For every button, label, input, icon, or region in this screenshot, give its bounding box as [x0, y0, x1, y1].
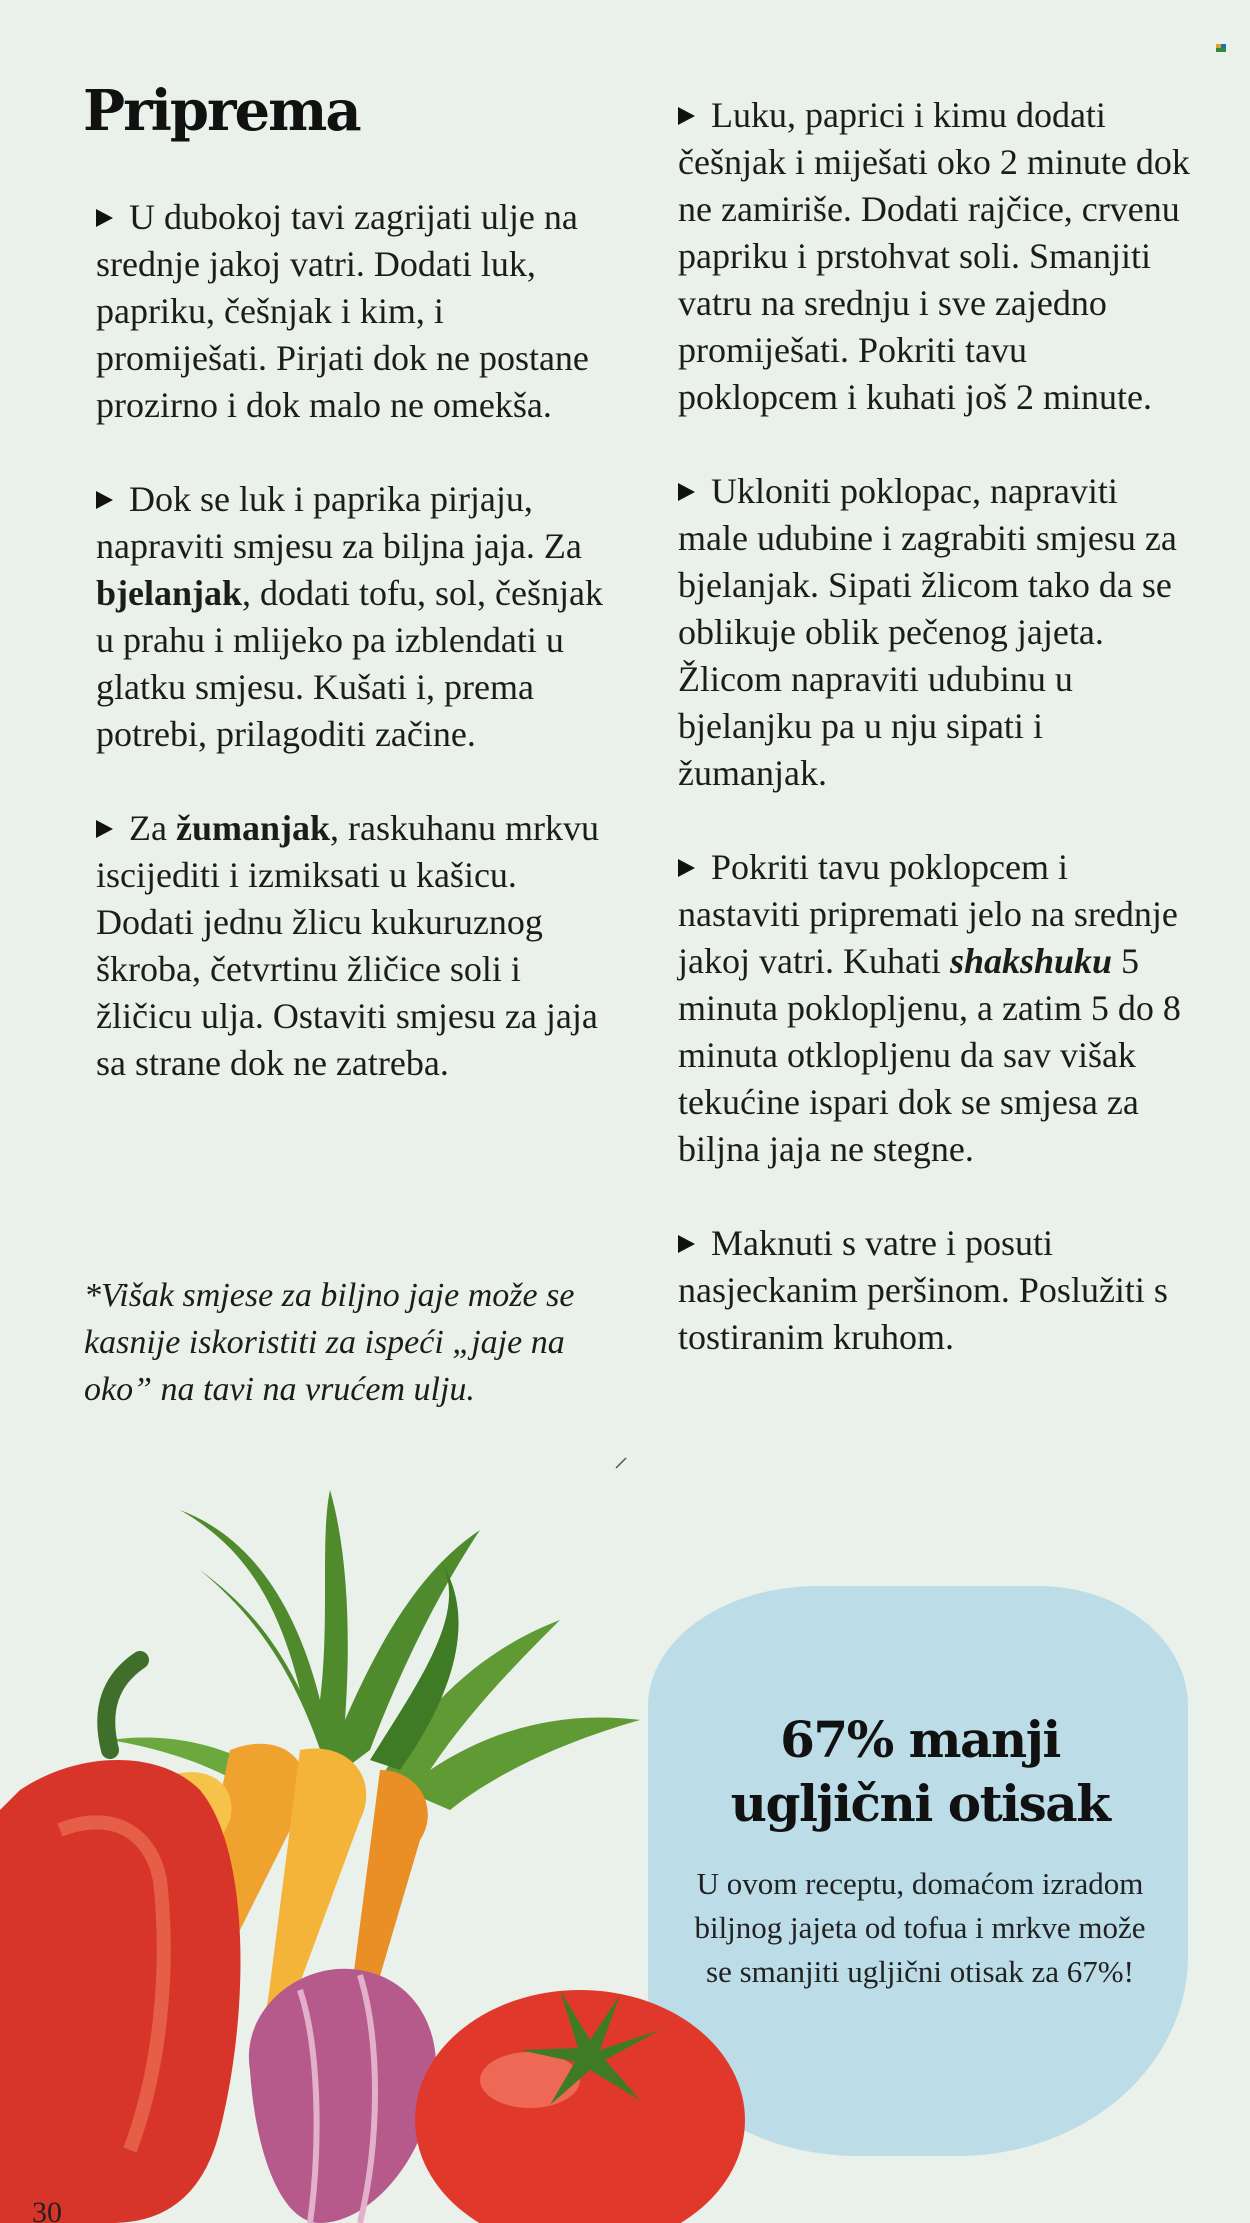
callout-text: U ovom receptu, domaćom izradom biljnog jajeta od tofua i mrkve može se smanjiti ugljični otisak za 67%! [694, 1866, 1146, 1989]
step-heat-oil [88, 194, 608, 429]
step-text: Dok se luk i paprika pirjaju, napraviti smjesu za biljna jaja. Za [96, 479, 582, 566]
step-text: Za [129, 808, 176, 848]
triangle-bullet-icon [96, 820, 113, 838]
left-column [88, 194, 608, 1134]
callout-title-line1: 67% manji [780, 1710, 1060, 1769]
brand-mark-icon [1216, 44, 1226, 52]
step-text: Maknuti s vatre i posuti nasjeckanim peršinom. Poslužiti s tostiranim kruhom. [678, 1223, 1168, 1357]
leftover-note: *Višak smjese za biljno jaje može se kasnije iskoristiti za ispeći „jaje na oko” na tavi na vrućem ulju. [84, 1277, 575, 1408]
triangle-bullet-icon [678, 483, 695, 501]
step-text: Luku, paprici i kimu dodati češnjak i miješati oko 2 minute dok ne zamiriše. Dodati rajčice, crvenu papriku i prstohvat soli. Smanjiti vatru na srednju i sve zajedno promiješati. Pokriti tavu poklopcem i kuhati još 2 minute. [678, 95, 1190, 417]
step-text: , raskuhanu mrkvu iscijediti i izmiksati u kašicu. Dodati jednu žlicu kukuruznog škroba, četvrtinu žličice soli i žličicu ulja. Ostaviti smjesu za jaja sa strane dok ne zatreba. [96, 808, 599, 1083]
vegetables-illustration [0, 1450, 760, 2223]
page-number: 30 [32, 2196, 62, 2223]
triangle-bullet-icon [678, 859, 695, 877]
step-serve [670, 1220, 1190, 1361]
step-text: Pokriti tavu poklopcem i nastaviti pripremati jelo na srednje jakoj vatri. Kuhati [678, 847, 1178, 981]
keyword-shakshuku: shakshuku [949, 941, 1113, 981]
step-make-wells [670, 468, 1190, 797]
step-cook-shakshuka [670, 844, 1190, 1173]
step-egg-white [88, 476, 608, 758]
triangle-bullet-icon [96, 209, 113, 227]
step-text: , dodati tofu, sol, češnjak u prahu i mlijeko pa izblendati u glatku smjesu. Kušati i, prema potrebi, prilagoditi začine. [96, 573, 603, 754]
section-heading: Priprema [83, 78, 360, 144]
red-pepper-icon [0, 1660, 240, 2223]
step-text: U dubokoj tavi zagrijati ulje na srednje jakoj vatri. Dodati luk, papriku, češnjak i kim, i promiješati. Pirjati dok ne postane prozirno i dok malo ne omekša. [96, 197, 589, 425]
step-text: Ukloniti poklopac, napraviti male udubine i zagrabiti smjesu za bjelanjak. Sipati žlicom tako da se oblikuje oblik pečenog jajeta. Žlicom napraviti udubinu u bjelanjku pa u nju sipati i žumanjak. [678, 471, 1177, 793]
step-text: 5 minuta poklopljenu, a zatim 5 do 8 minuta otklopljenu da sav višak tekućine ispari dok se smjesa za biljna jaja ne stegne. [678, 941, 1181, 1169]
right-column [670, 92, 1190, 1408]
step-egg-yolk [88, 805, 608, 1087]
triangle-bullet-icon [96, 491, 113, 509]
onion-icon [249, 1969, 436, 2223]
callout-title-line2: ugljični otisak [730, 1774, 1110, 1833]
triangle-bullet-icon [678, 107, 695, 125]
carrot-greens-icon [110, 1490, 640, 1810]
step-add-garlic [670, 92, 1190, 421]
keyword-bjelanjak: bjelanjak [96, 573, 243, 613]
stray-mark-icon [614, 1456, 628, 1470]
tomato-icon [415, 1990, 745, 2223]
keyword-zumanjak: žumanjak [175, 808, 330, 848]
triangle-bullet-icon [678, 1235, 695, 1253]
